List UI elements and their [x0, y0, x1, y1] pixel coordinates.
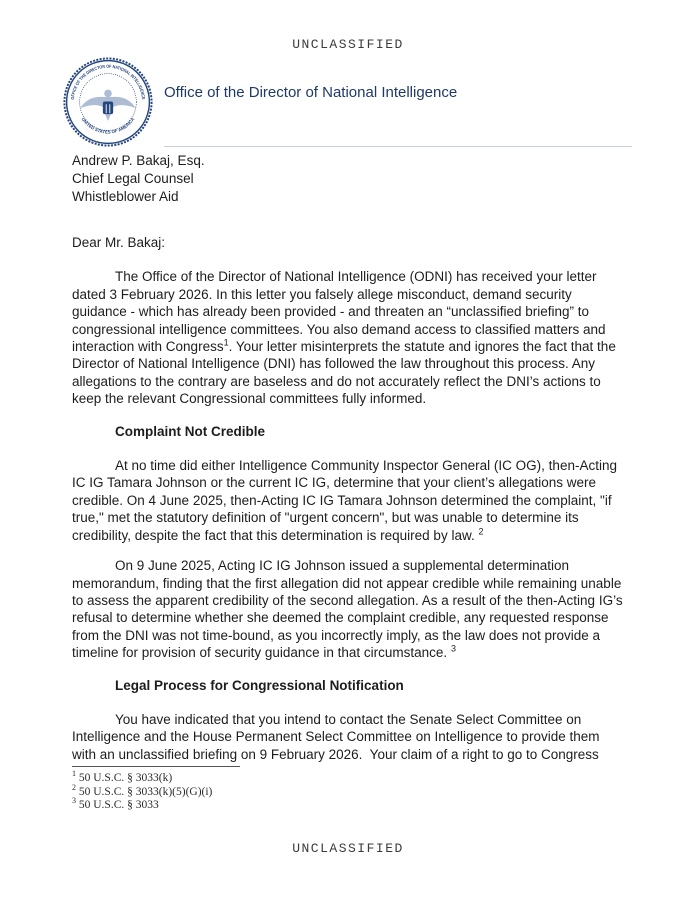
- paragraph-text: The Office of the Director of National Intelligence (ODNI) has received your letter dated 3 February 2026. In this letter you falsely allege misconduct, demand security guidance - which has already been provided - and threaten an “unclassified briefing” to congressional intelligence committees. You also demand access to classified matters and interaction with Congress: [72, 269, 610, 355]
- recipient-name: Andrew P. Bakaj, Esq.: [72, 153, 205, 168]
- footnote-separator: [72, 766, 240, 767]
- paragraph-text: . Your letter misinterprets the statute and ignores the fact that the Director of National Intelligence (DNI) has followed the law throughout this process. Any allegations to the contrary are baseless and do not accurately reflect the DNI’s actions to keep the relevant Congressional committees fully informed.: [72, 339, 620, 407]
- footnote-ref-3: 3: [450, 643, 456, 654]
- odni-seal: [63, 57, 153, 147]
- salutation: Dear Mr. Bakaj:: [72, 235, 166, 250]
- agency-name: Office of the Director of National Intelligence: [164, 85, 632, 147]
- recipient-title: Chief Legal Counsel: [72, 171, 194, 186]
- body-paragraph-3: [72, 557, 627, 661]
- body-paragraph-4: [72, 711, 624, 763]
- footnote-text: 50 U.S.C. § 3033(k): [76, 772, 173, 784]
- footnote-text: 50 U.S.C. § 3033: [76, 799, 159, 811]
- seal-top-text: OFFICE OF THE DIRECTOR OF NATIONAL INTELLIGENCE: [69, 63, 147, 101]
- footnotes: [72, 766, 240, 813]
- footnote-3: [72, 796, 240, 813]
- footnote-ref-1: 1: [223, 337, 229, 348]
- letterhead: [63, 57, 632, 147]
- paragraph-text: At no time did either Intelligence Community Inspector General (IC OG), then-Acting IC IG Tamara Johnson or the current IC IG, determine that your client’s allegations were credible. On 4 June 2025, then-Acting IC IG Tamara Johnson determined the complaint, "if true," met the statutory definition of "urgent concern", but was unable to determine its credibility, despite the fact that this determination is required by law.: [72, 458, 621, 543]
- paragraph-text: On 9 June 2025, Acting IC IG Johnson issued a supplemental determination memorandum, finding that the first allegation did not appear credible while remaining unable to assess the apparent credibility of the second allegation. As a result of the then-Acting IG’s refusal to determine whether she deemed the complaint credible, any requested response from the DNI was not time-bound, as you incorrectly imply, as the law does not provide a timeline for provision of security guidance in that circumstance.: [72, 558, 627, 661]
- footnote-2: [72, 782, 240, 800]
- footnote-text: 50 U.S.C. § 3033(k)(5)(G)(i): [76, 785, 213, 798]
- letter-body: [72, 152, 627, 763]
- seal-bottom-text: UNITED STATES OF AMERICA: [80, 116, 136, 135]
- recipient-organization: Whistleblower Aid: [72, 189, 179, 204]
- body-paragraph-1: [72, 268, 624, 407]
- section-heading-complaint-not-credible: Complaint Not Credible: [115, 423, 266, 439]
- paragraph-text: You have indicated that you intend to contact the Senate Select Committee on Intelligence and the House Permanent Select Committee on Intelligence to provide them with an unclassified briefing on 9 February 2026. Your claim of a right to go to Congress: [72, 711, 604, 762]
- footnote-1: [72, 769, 240, 786]
- classification-banner-top: UNCLASSIFIED: [292, 37, 404, 52]
- section-heading-legal-process: Legal Process for Congressional Notification: [115, 677, 404, 693]
- footnote-ref-2: 2: [478, 526, 484, 537]
- footnote-marker: 2: [72, 782, 76, 792]
- classification-banner-bottom: UNCLASSIFIED: [292, 841, 404, 856]
- footnote-marker: 3: [72, 796, 76, 806]
- footnote-marker: 1: [72, 769, 76, 779]
- body-paragraph-2: [72, 457, 624, 544]
- seal-shield: [103, 102, 113, 115]
